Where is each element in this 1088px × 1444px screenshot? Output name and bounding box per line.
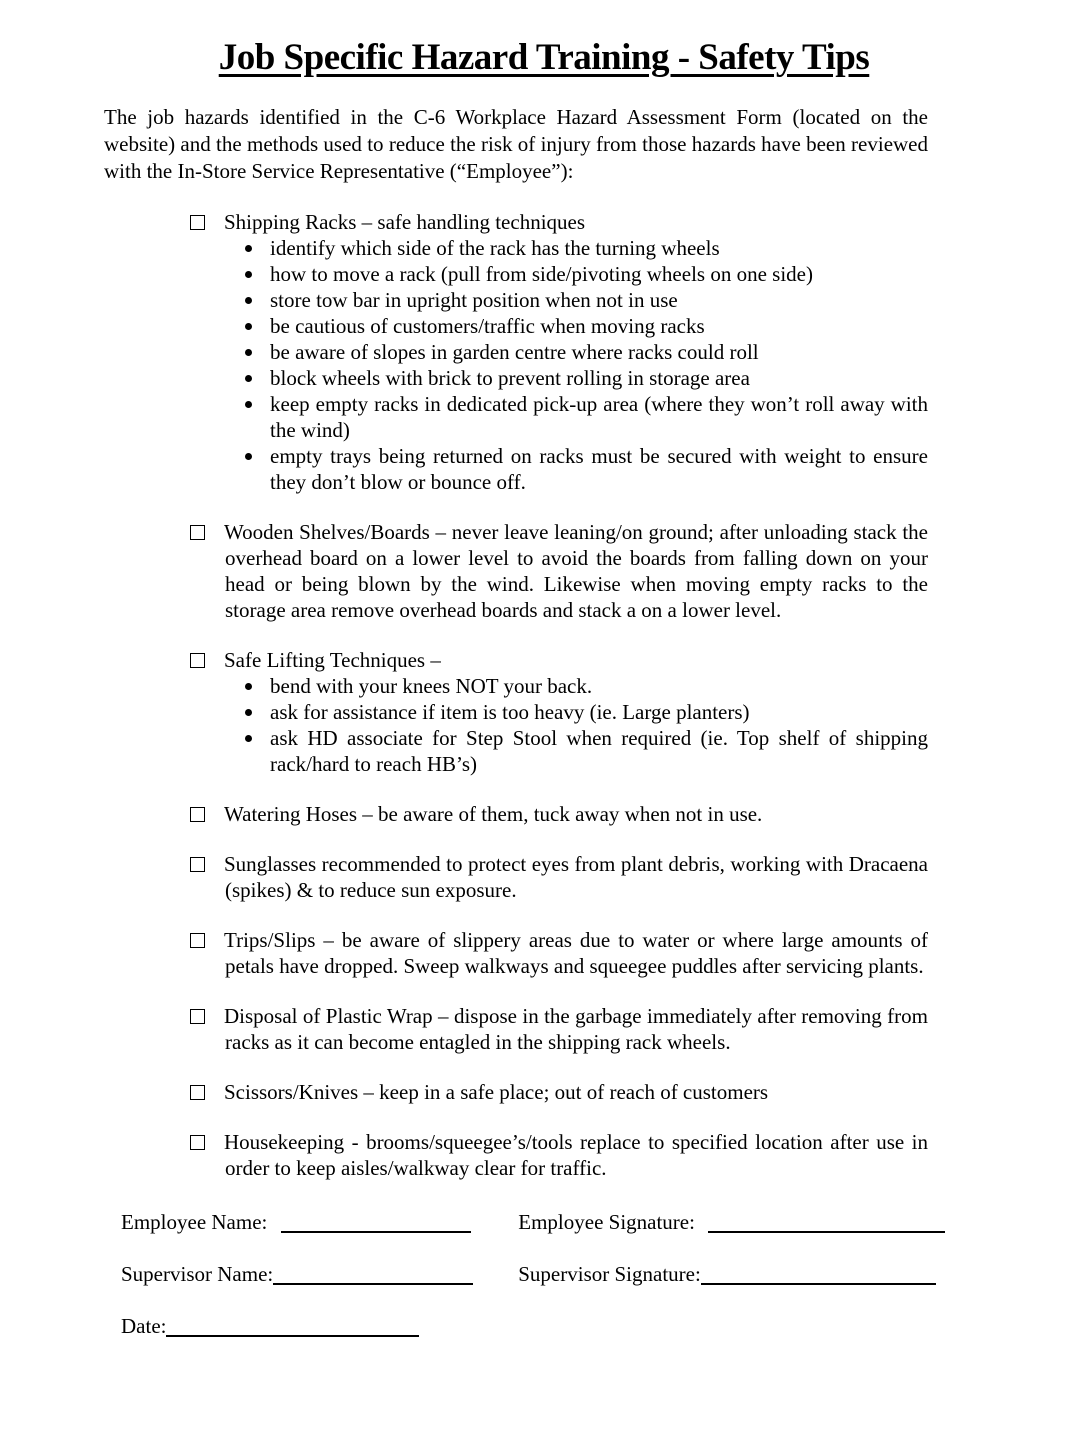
section-heading <box>104 1079 928 1105</box>
signature-row-supervisor <box>121 1261 928 1287</box>
checkbox-icon <box>190 215 205 230</box>
section-shipping-racks <box>104 209 928 495</box>
bullet-text: ask for assistance if item is too heavy (ie. Large planters) <box>270 700 750 724</box>
signature-row-date <box>121 1313 928 1339</box>
bullet-icon <box>245 401 252 408</box>
checkbox-icon <box>190 807 205 822</box>
supervisor-name-group <box>121 1261 513 1287</box>
bullet-icon <box>245 709 252 716</box>
date-label: Date: <box>121 1314 167 1338</box>
section-label: Sunglasses recommended to protect eyes from plant debris, working with Dracaena (spikes) & to reduce sun exposure. <box>224 852 928 902</box>
employee-signature-group <box>513 1210 945 1234</box>
section-heading <box>104 209 928 235</box>
bullet-item <box>104 699 928 725</box>
bullet-item <box>104 365 928 391</box>
section-heading <box>104 519 928 623</box>
section-trips-slips <box>104 927 928 979</box>
section-heading <box>104 1129 928 1181</box>
section-label: Wooden Shelves/Boards – never leave leaning/on ground; after unloading stack the overhead board on a lower level to avoid the boards from falling down on your head or being blown by the wind. Likewise when moving empty racks to the storage area remove overhead boards and stack a on a lower level. <box>224 520 928 622</box>
bullet-item <box>104 443 928 495</box>
section-label: Housekeeping - brooms/squeegee’s/tools replace to specified location after use in order to keep aisles/walkway clear for traffic. <box>224 1130 928 1180</box>
checkbox-icon <box>190 525 205 540</box>
bullet-text: be aware of slopes in garden centre where racks could roll <box>270 340 759 364</box>
supervisor-name-line <box>273 1281 473 1285</box>
section-label: Trips/Slips – be aware of slippery areas due to water or where large amounts of petals have dropped. Sweep walkways and squeegee puddles after servicing plants. <box>224 928 928 978</box>
bullet-text: be cautious of customers/traffic when moving racks <box>270 314 705 338</box>
bullet-item <box>104 339 928 365</box>
bullet-icon <box>245 683 252 690</box>
bullet-text: identify which side of the rack has the turning wheels <box>270 236 720 260</box>
section-safe-lifting <box>104 647 928 777</box>
section-watering-hoses <box>104 801 928 827</box>
bullet-item <box>104 235 928 261</box>
date-line <box>166 1333 419 1337</box>
section-label: Safe Lifting Techniques – <box>224 648 441 672</box>
section-label: Shipping Racks – safe handling techniques <box>224 210 586 234</box>
section-heading <box>104 927 928 979</box>
signature-row-names <box>121 1209 928 1235</box>
intro-paragraph: The job hazards identified in the C-6 Workplace Hazard Assessment Form (located on the website) and the methods used to reduce the risk of injury from those hazards have been reviewed with the In-Store Service Representative (“Employee”): <box>104 105 928 183</box>
bullet-icon <box>245 323 252 330</box>
bullet-text: ask HD associate for Step Stool when required (ie. Top shelf of shipping rack/hard to reach HB’s) <box>270 726 928 776</box>
bullet-icon <box>245 297 252 304</box>
section-heading <box>104 801 928 827</box>
section-scissors-knives <box>104 1079 928 1105</box>
bullet-icon <box>245 735 252 742</box>
page-title <box>0 36 1088 80</box>
bullet-item <box>104 287 928 313</box>
bullet-text: keep empty racks in dedicated pick-up area (where they won’t roll away with the wind) <box>270 392 928 442</box>
bullet-text: store tow bar in upright position when not in use <box>270 288 678 312</box>
section-label: Disposal of Plastic Wrap – dispose in the garbage immediately after removing from racks as it can become entagled in the shipping rack wheels. <box>224 1004 928 1054</box>
bullet-item <box>104 261 928 287</box>
signature-block <box>121 1209 928 1339</box>
section-sunglasses <box>104 851 928 903</box>
checkbox-icon <box>190 1009 205 1024</box>
section-heading <box>104 1003 928 1055</box>
section-label: Scissors/Knives – keep in a safe place; out of reach of customers <box>224 1080 769 1104</box>
bullet-icon <box>245 245 252 252</box>
supervisor-signature-label: Supervisor Signature: <box>518 1262 701 1286</box>
section-heading <box>104 647 928 673</box>
checkbox-icon <box>190 857 205 872</box>
bullet-icon <box>245 453 252 460</box>
bullet-text: bend with your knees NOT your back. <box>270 674 593 698</box>
bullet-icon <box>245 349 252 356</box>
bullet-item <box>104 725 928 777</box>
employee-name-line <box>281 1229 471 1233</box>
document-page <box>0 36 1088 1444</box>
checkbox-icon <box>190 933 205 948</box>
document-body <box>104 104 928 1339</box>
bullet-item <box>104 673 928 699</box>
bullet-text: block wheels with brick to prevent rolling in storage area <box>270 366 750 390</box>
section-heading <box>104 851 928 903</box>
bullet-text: empty trays being returned on racks must be secured with weight to ensure they don’t blow or bounce off. <box>270 444 928 494</box>
supervisor-name-label: Supervisor Name: <box>121 1262 274 1286</box>
checkbox-icon <box>190 1135 205 1150</box>
employee-name-group <box>121 1209 513 1235</box>
bullet-item <box>104 391 928 443</box>
supervisor-signature-line <box>701 1281 936 1285</box>
employee-signature-line <box>708 1229 945 1233</box>
bullet-item <box>104 313 928 339</box>
section-housekeeping <box>104 1129 928 1181</box>
page-title-text: Job Specific Hazard Training - Safety Tips <box>218 37 870 78</box>
bullet-icon <box>245 375 252 382</box>
section-wooden-shelves <box>104 519 928 623</box>
employee-signature-label: Employee Signature: <box>518 1210 695 1234</box>
employee-name-label: Employee Name: <box>121 1210 268 1234</box>
section-label: Watering Hoses – be aware of them, tuck away when not in use. <box>224 802 763 826</box>
supervisor-signature-group <box>513 1262 936 1286</box>
checkbox-icon <box>190 653 205 668</box>
checkbox-icon <box>190 1085 205 1100</box>
bullet-icon <box>245 271 252 278</box>
bullet-text: how to move a rack (pull from side/pivoting wheels on one side) <box>270 262 813 286</box>
section-plastic-wrap <box>104 1003 928 1055</box>
